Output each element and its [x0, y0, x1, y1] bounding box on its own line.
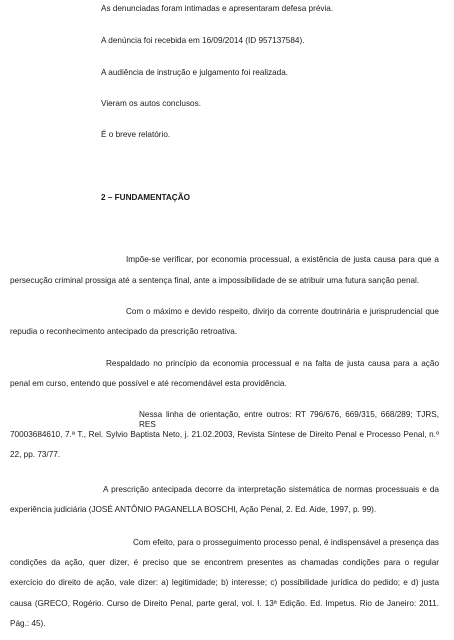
- intro-line-report: É o breve relatório.: [101, 130, 171, 139]
- paragraph-3-line-2: penal em curso, entendo que possível e até recomendável esta providência.: [10, 379, 287, 388]
- paragraph-5-line-2: experiência judiciária (JOSÉ ANTÔNIO PAGANELLA BOSCHI, Ação Penal, 2. Ed. Aide, 1997, p. 99).: [10, 505, 377, 514]
- section-heading: 2 – FUNDAMENTAÇÃO: [101, 193, 191, 202]
- intro-line-conclusos: Vieram os autos conclusos.: [101, 99, 201, 108]
- paragraph-4-line-3: 22, pp. 73/77.: [10, 450, 61, 459]
- paragraph-2-line-2: repudia o reconhecimento antecipado da prescrição retroativa.: [10, 327, 238, 336]
- intro-line-complaint-received: A denúncia foi recebida em 16/09/2014 (ID 957137584).: [101, 36, 305, 45]
- paragraph-6-line-2: condições da ação, quer dizer, é preciso que se encontrem presentes as chamadas condições para o regular: [10, 558, 439, 567]
- paragraph-6-line-5: Pág.: 45).: [10, 619, 46, 628]
- paragraph-2-line-1: Com o máximo e devido respeito, divirjo da corrente doutrinária e jurisprudencial que: [126, 307, 439, 316]
- paragraph-1-line-2: persecução criminal prossiga até a sentença final, ante a impossibilidade de se atribuir uma futura sanção penal.: [10, 276, 420, 285]
- paragraph-4-line-2: 70003684610, 7.ª T., Rel. Sylvio Baptista Neto, j. 21.02.2003, Revista Síntese de Direito Penal e Processo Penal, n.º: [10, 430, 439, 439]
- paragraph-6-line-3: exercício do direito de ação, vale dizer: a) legitimidade; b) interesse; c) possibilidade jurídica do pedido; e d) justa: [10, 578, 439, 587]
- intro-line-hearing: A audiência de instrução e julgamento foi realizada.: [101, 68, 289, 77]
- paragraph-4-line-1: Nessa linha de orientação, entre outros: RT 796/676, 669/315, 668/289; TJRS, RES: [139, 410, 439, 429]
- intro-line-defense: As denunciadas foram intimadas e apresentaram defesa prévia.: [101, 4, 334, 13]
- paragraph-6-line-1: Com efeito, para o prosseguimento processo penal, é indispensável a presença das: [133, 538, 439, 547]
- paragraph-6-line-4: causa (GRECO, Rogério. Curso de Direito Penal, parte geral, vol. I. 13ª Edição. Ed. Impetus. Rio de Janeiro: 2011.: [10, 599, 439, 608]
- paragraph-1-line-1: Impõe-se verificar, por economia processual, a existência de justa causa para que a: [126, 255, 439, 264]
- paragraph-3-line-1: Respaldado no princípio da economia processual e na falta de justa causa para a ação: [106, 359, 439, 368]
- paragraph-5-line-1: A prescrição antecipada decorre da interpretação sistemática de normas processuais e da: [103, 485, 439, 494]
